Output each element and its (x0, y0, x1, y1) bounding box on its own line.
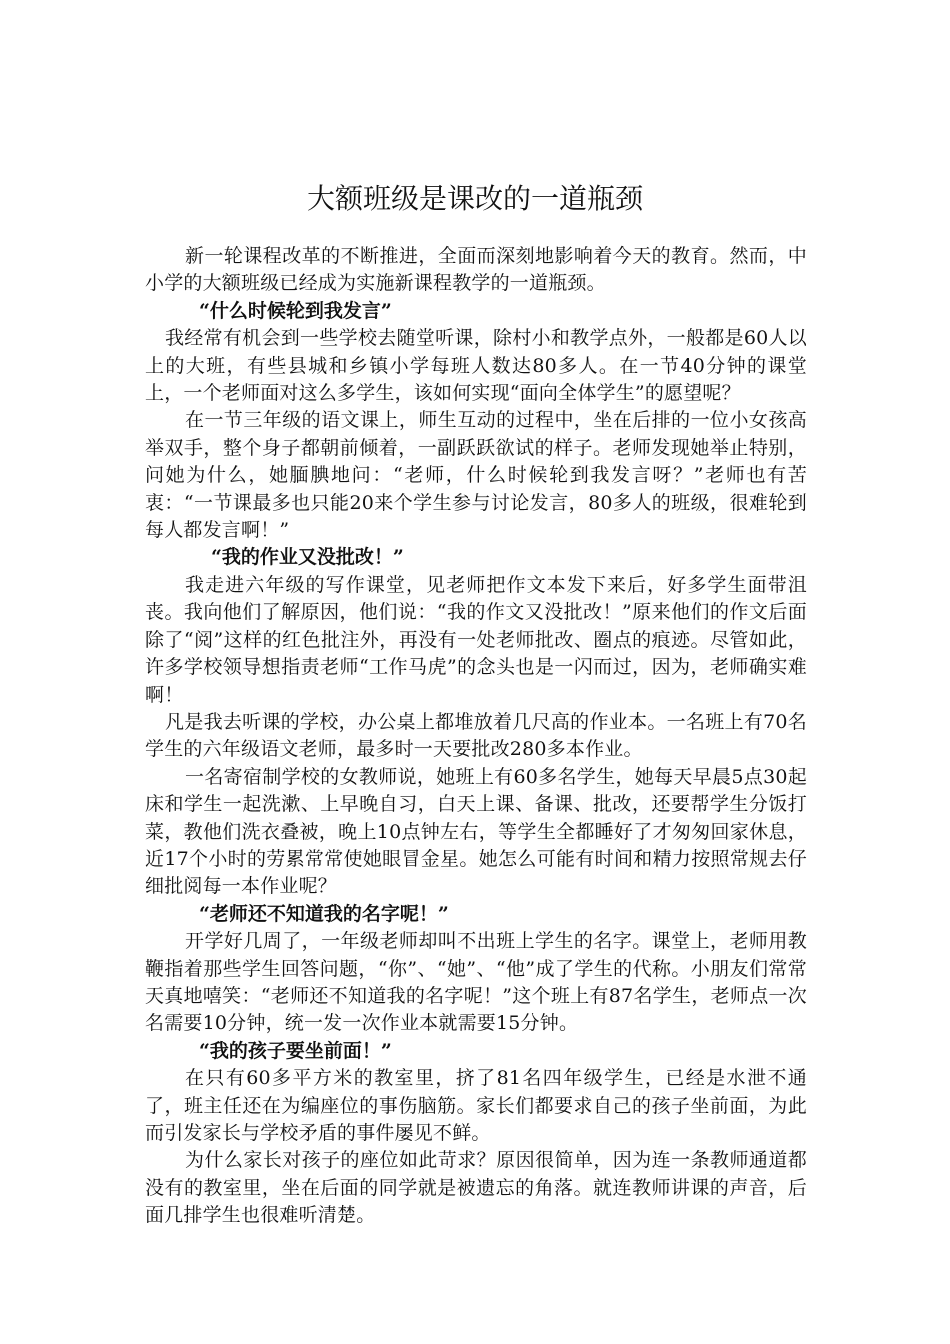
body-paragraph: 在一节三年级的语文课上，师生互动的过程中，坐在后排的一位小女孩高举双手，整个身子都朝前倾着，一副跃跃欲试的样子。老师发现她举止特别，问她为什么，她腼腆地问：“老师，什么时候轮到我发言呀？”老师也有苦衷：“一节课最多也只能20来个学生参与讨论发言，80多人的班级，很难轮到每人都发言啊！” (145, 409, 807, 542)
body-paragraph: 凡是我去听课的学校，办公桌上都堆放着几尺高的作业本。一名班上有70名学生的六年级语文老师，最多时一天要批改280多本作业。 (145, 710, 807, 761)
body-paragraph: 我走进六年级的写作课堂，见老师把作文本发下来后，好多学生面带沮丧。我向他们了解原因，他们说：“我的作文又没批改！”原来他们的作文后面除了“阅”这样的红色批注外，再没有一处老师批改、圈点的痕迹。尽管如此，许多学校领导想指责老师“工作马虎”的念头也是一闪而过，因为，老师确实难啊！ (145, 573, 807, 706)
body-paragraph: 我经常有机会到一些学校去随堂听课，除村小和教学点外，一般都是60人以上的大班，有些县城和乡镇小学每班人数达80多人。在一节40分钟的课堂上，一个老师面对这么多学生，该如何实现“面向全体学生”的愿望呢？ (145, 327, 807, 405)
body-paragraph: 在只有60多平方米的教室里，挤了81名四年级学生，已经是水泄不通了，班主任还在为编座位的事伤脑筋。家长们都要求自己的孩子坐前面，为此而引发家长与学校矛盾的事件屡见不鲜。 (145, 1067, 807, 1144)
section-heading-seating: “我的孩子要坐前面！” (199, 1039, 392, 1062)
body-paragraph: 开学好几周了，一年级老师却叫不出班上学生的名字。课堂上，老师用教鞭指着那些学生回答问题，“你”、“她”、“他”成了学生的代称。小朋友们常常天真地嘻笑：“老师还不知道我的名字呢！”这个班上有87名学生，老师点一次名需要10分钟，统一发一次作业本就需要15分钟。 (145, 930, 807, 1035)
section-heading-speak: “什么时候轮到我发言” (199, 299, 392, 322)
document-title: 大额班级是课改的一道瓶颈 (306, 182, 643, 215)
article-body (145, 243, 807, 1230)
intro-paragraph: 新一轮课程改革的不断推进，全面而深刻地影响着今天的教育。然而，中小学的大额班级已经成为实施新课程教学的一道瓶颈。 (145, 245, 807, 295)
body-paragraph: 为什么家长对孩子的座位如此苛求？原因很简单，因为连一条教师通道都没有的教室里，坐在后面的同学就是被遗忘的角落。就连教师讲课的声音，后面几排学生也很难听清楚。 (145, 1149, 807, 1227)
body-paragraph: 一名寄宿制学校的女教师说，她班上有60多名学生，她每天早晨5点30起床和学生一起洗漱、上早晚自习，白天上课、备课、批改，还要帮学生分饭打菜，教他们洗衣叠被，晚上10点钟左右，等学生全都睡好了才匆匆回家休息，近17个小时的劳累常常使她眼冒金星。她怎么可能有时间和精力按照常规去仔细批阅每一本作业呢？ (145, 765, 807, 898)
section-heading-names: “老师还不知道我的名字呢！” (199, 902, 449, 925)
section-heading-homework: “我的作业又没批改！” (211, 546, 404, 569)
